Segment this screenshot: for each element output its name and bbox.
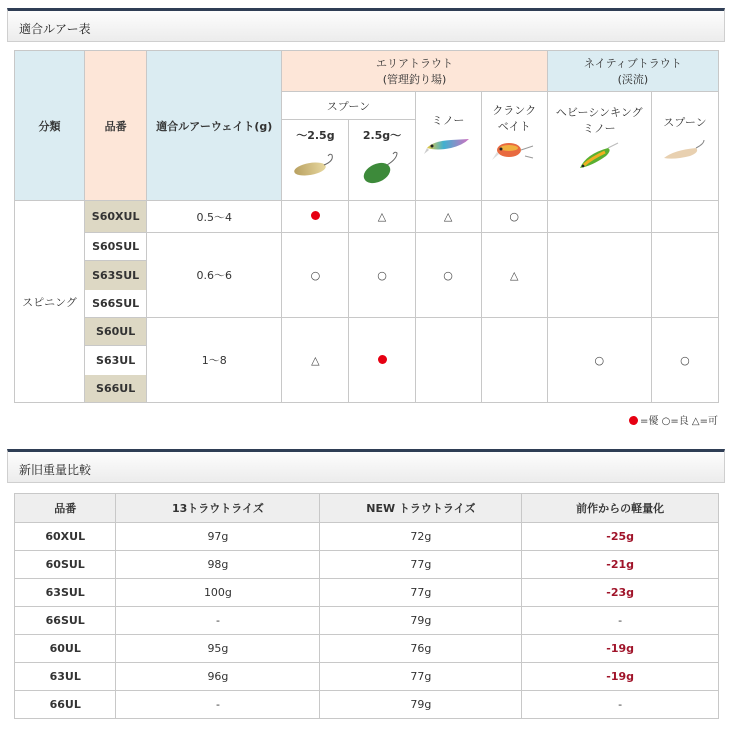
header-spoon: スプーン [282, 92, 415, 120]
reduction-cell: -23g [522, 579, 719, 607]
weight-cell: 0.6～6 [147, 233, 282, 318]
category-cell: スピニング [15, 201, 85, 403]
spoon-heavy-label: 2.5g～ [362, 129, 402, 142]
reduction-cell: -19g [522, 663, 719, 691]
table-row [15, 607, 719, 635]
native-spoon-icon [660, 138, 710, 164]
new-weight-cell: 72g [320, 523, 522, 551]
excellent-dot-icon [629, 416, 638, 425]
crank-label-1: クランク [492, 104, 537, 117]
new-weight-cell: 77g [320, 663, 522, 691]
table-row [15, 551, 719, 579]
model-cell: S63UL [85, 346, 147, 375]
rating-cell [415, 318, 481, 403]
section-title: 新旧重量比較 [19, 463, 92, 477]
native-trout-sublabel: (渓流) [617, 73, 649, 86]
section-header-weight-comparison [7, 449, 725, 483]
old-weight-cell: 97g [116, 523, 320, 551]
old-weight-cell: 95g [116, 635, 320, 663]
table-row [15, 523, 719, 551]
legend-excellent: =優 [640, 416, 659, 427]
rating-cell: △ [349, 201, 415, 233]
header-minnow [415, 92, 481, 201]
old-weight-cell: 98g [116, 551, 320, 579]
rating-cell [547, 233, 651, 318]
table-row [15, 635, 719, 663]
model-cell: S63SUL [85, 261, 147, 290]
crankbait-icon [489, 138, 539, 166]
area-trout-label: エリアトラウト [376, 57, 454, 70]
rating-cell: ○ [349, 233, 415, 318]
minnow-label: ミノー [431, 114, 465, 127]
lure-compatibility-table [14, 50, 719, 403]
new-weight-cell: 79g [320, 607, 522, 635]
heavy-sinking-minnow-icon [572, 140, 626, 174]
new-weight-cell: 79g [320, 691, 522, 719]
new-weight-cell: 77g [320, 551, 522, 579]
reduction-cell: -21g [522, 551, 719, 579]
rating-cell [282, 201, 349, 233]
rating-cell: ○ [651, 318, 718, 403]
rating-cell [651, 233, 718, 318]
area-trout-sublabel: (管理釣り場) [382, 73, 447, 86]
minnow-icon [423, 136, 473, 158]
model-cell: 66UL [15, 691, 116, 719]
section-title: 適合ルアー表 [19, 22, 91, 36]
old-weight-cell: - [116, 691, 320, 719]
gold-spoon-icon [290, 151, 340, 179]
legend-fair: △=可 [691, 416, 718, 427]
header-lure-weight: 適合ルアーウェイト(g) [147, 51, 282, 201]
model-cell: 60SUL [15, 551, 116, 579]
reduction-cell: -19g [522, 635, 719, 663]
header-crankbait [481, 92, 547, 201]
native-spoon-label: スプーン [663, 116, 707, 129]
heavy-sinking-label-2: ミノー [582, 122, 616, 135]
rating-cell: △ [415, 201, 481, 233]
excellent-dot-icon [378, 355, 387, 364]
weight-cell: 1～8 [147, 318, 282, 403]
reduction-cell: -25g [522, 523, 719, 551]
native-trout-label: ネイティブトラウト [583, 57, 682, 70]
rating-cell [651, 201, 718, 233]
old-weight-cell: - [116, 607, 320, 635]
model-cell: S60SUL [85, 233, 147, 261]
reduction-cell: - [522, 607, 719, 635]
header-area-trout [282, 51, 547, 92]
crank-label-2: ベイト [497, 120, 531, 133]
old-weight-cell: 96g [116, 663, 320, 691]
rating-legend [629, 412, 718, 427]
reduction-cell: - [522, 691, 719, 719]
model-cell: 60XUL [15, 523, 116, 551]
model-cell: 63SUL [15, 579, 116, 607]
model-cell: 66SUL [15, 607, 116, 635]
new-weight-cell: 77g [320, 579, 522, 607]
model-cell: S60XUL [85, 201, 147, 233]
header-reduction: 前作からの軽量化 [522, 494, 719, 523]
model-cell: S60UL [85, 318, 147, 346]
rating-cell: ○ [415, 233, 481, 318]
excellent-dot-icon [311, 211, 320, 220]
header-category: 分類 [15, 51, 85, 201]
rating-cell: ○ [481, 201, 547, 233]
header-heavy-sinking-minnow [547, 92, 651, 201]
table-row [15, 663, 719, 691]
rating-cell: ○ [547, 318, 651, 403]
legend-good: ○=良 [661, 416, 689, 427]
rating-cell [349, 318, 415, 403]
rating-cell [547, 201, 651, 233]
model-cell: S66SUL [85, 290, 147, 318]
header-spoon-heavy [349, 120, 415, 201]
rating-cell: ○ [282, 233, 349, 318]
header-native-trout [547, 51, 718, 92]
header-spoon-light [282, 120, 349, 201]
heavy-sinking-label-1: ヘビーシンキング [555, 106, 643, 119]
header-old-model: 13トラウトライズ [116, 494, 320, 523]
table-row [15, 691, 719, 719]
rating-cell: △ [282, 318, 349, 403]
model-cell: S66UL [85, 375, 147, 403]
weight-comparison-table [14, 493, 719, 719]
header-new-model: NEW トラウトライズ [320, 494, 522, 523]
spoon-light-label: ～2.5g [296, 129, 335, 142]
section-header-lure-table [7, 8, 725, 42]
weight-cell: 0.5～4 [147, 201, 282, 233]
header-part-number: 品番 [85, 51, 147, 201]
header-native-spoon [651, 92, 718, 201]
rating-cell [481, 318, 547, 403]
rating-cell: △ [481, 233, 547, 318]
header-part-number: 品番 [15, 494, 116, 523]
green-spoon-icon [357, 151, 407, 185]
table-row [15, 579, 719, 607]
new-weight-cell: 76g [320, 635, 522, 663]
old-weight-cell: 100g [116, 579, 320, 607]
model-cell: 63UL [15, 663, 116, 691]
model-cell: 60UL [15, 635, 116, 663]
